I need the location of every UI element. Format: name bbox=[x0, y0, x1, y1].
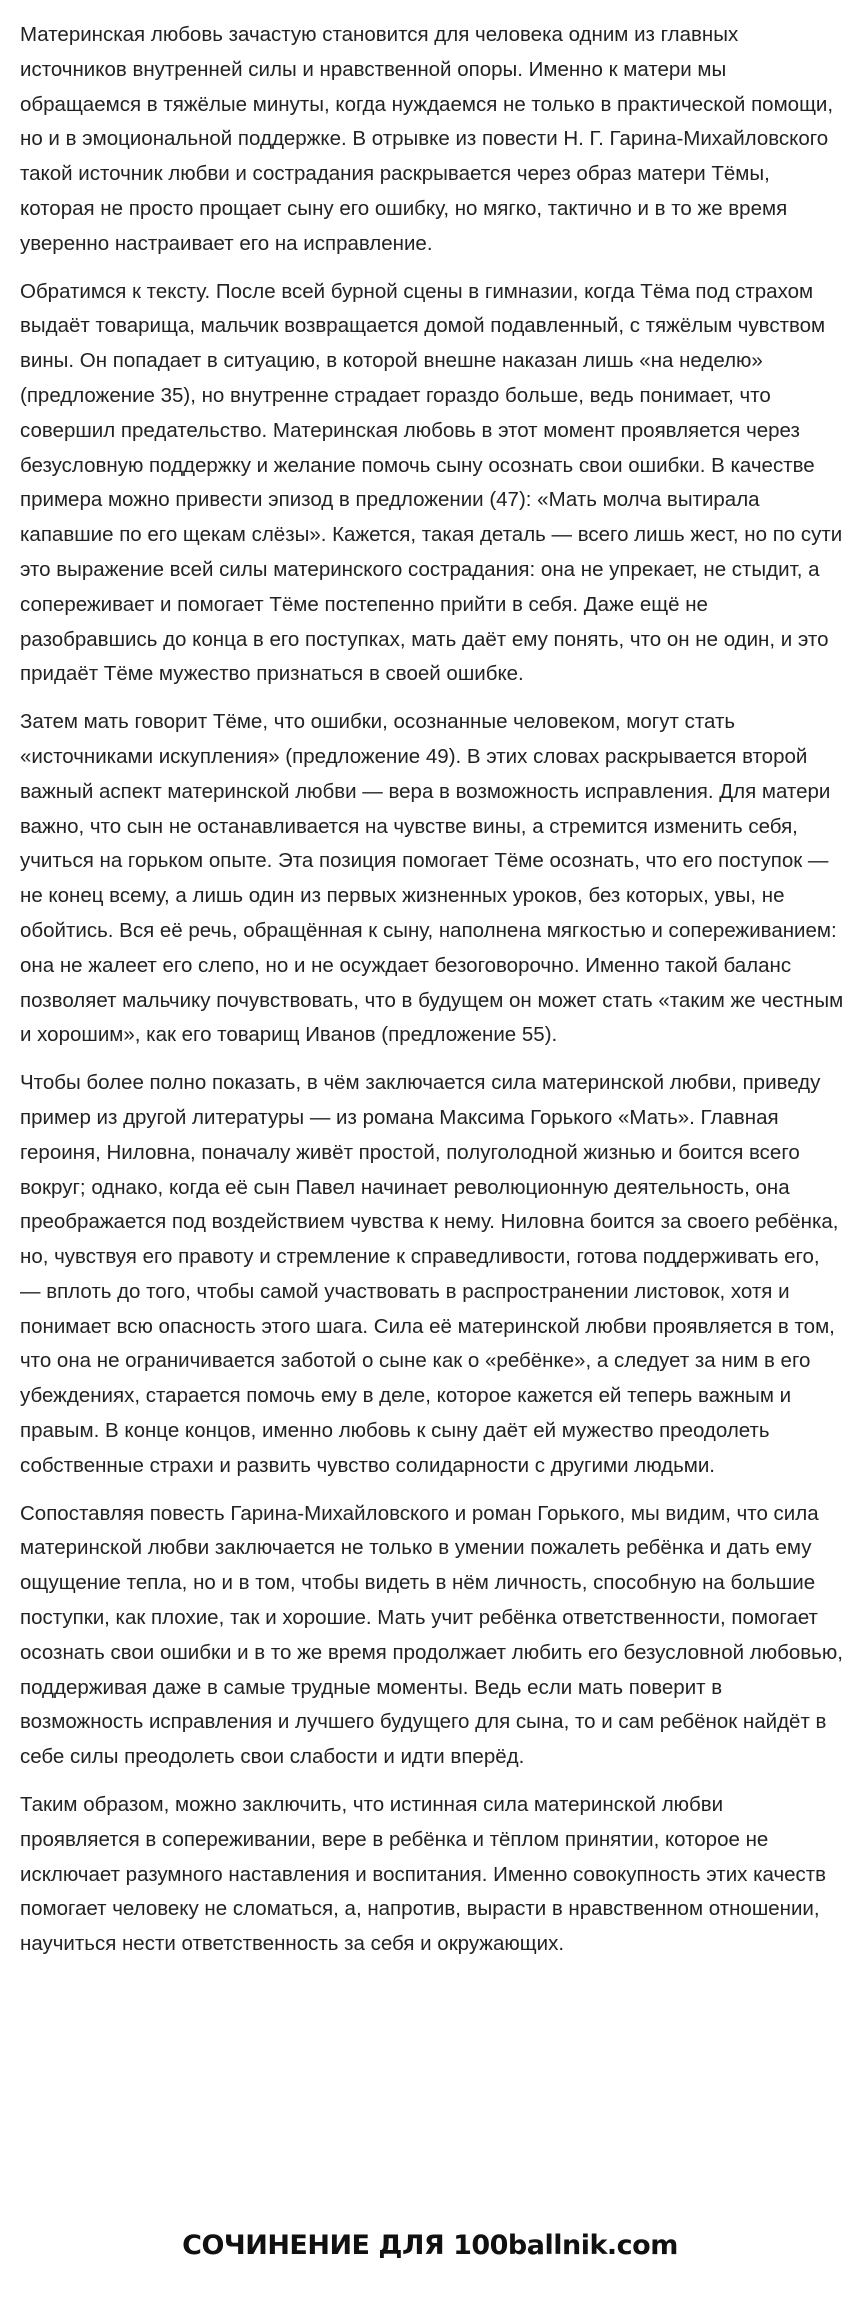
paragraph-6: Таким образом, можно заключить, что истинная сила материнской любви проявляется в сопереживании, вере в ребёнка и тёплом принятии, которое не исключает разумного наставления и воспитания. Именно совокупность этих качеств помогает человеку не сломаться, а, напротив, вырасти в нравственном отношении, научиться нести ответственность за себя и окружающих. bbox=[20, 1793, 827, 1956]
paragraph-4: Чтобы более полно показать, в чём заключается сила материнской любви, приведу пример из другой литературы — из романа Максима Горького «Мать». Главная героиня, Ниловна, поначалу живёт простой, полуголодной жизнью и боится всего вокруг; однако, когда её сын Павел начинает революционную деятельность, она преображается под воздействием чувства к нему. Ниловна боится за своего ребёнка, но, чувствуя его правоту и стремление к справедливости, готова поддерживать его, — вплоть до того, чтобы самой участвовать в распространении листовок, хотя и понимает всю опасность этого шага. Сила её материнской любви проявляется в том, что она не ограничивается заботой о сыне как о «ребёнке», а следует за ним в его убеждениях, старается помочь ему в деле, которое кажется ей теперь важным и правым. В конце концов, именно любовь к сыну даёт ей мужество преодолеть собственные страхи и развить чувство солидарности с другими людьми. bbox=[20, 1071, 839, 1477]
paragraph-3: Затем мать говорит Тёме, что ошибки, осознанные человеком, могут стать «источниками искупления» (предложение 49). В этих словах раскрывается второй важный аспект материнской любви — вера в возможность исправления. Для матери важно, что сын не останавливается на чувстве вины, а стремится изменить себя, учиться на горьком опыте. Эта позиция помогает Тёме осознать, что его поступок — не конец всему, а лишь один из первых жизненных уроков, без которых, увы, не обойтись. Вся её речь, обращённая к сыну, наполнена мягкостью и сопереживанием: она не жалеет его слепо, но и не осуждает безоговорочно. Именно такой баланс позволяет мальчику почувствовать, что в будущем он может стать «таким же честным и хорошим», как его товарищ Иванов (предложение 55). bbox=[20, 710, 844, 1047]
essay-body bbox=[20, 18, 845, 1975]
paragraph-5: Сопоставляя повесть Гарина-Михайловского и роман Горького, мы видим, что сила материнской любви заключается не только в умении пожалеть ребёнка и дать ему ощущение тепла, но и в том, чтобы видеть в нём личность, способную на большие поступки, как плохие, так и хорошие. Мать учит ребёнка ответственности, помогает осознать свои ошибки и в то же время продолжает любить его безусловной любовью, поддерживая даже в самые трудные моменты. Ведь если мать поверит в возможность исправления и лучшего будущего для сына, то и сам ребёнок найдёт в себе силы преодолеть свои слабости и идти вперёд. bbox=[20, 1501, 843, 1769]
paragraph-1: Материнская любовь зачастую становится для человека одним из главных источников внутренней силы и нравственной опоры. Именно к матери мы обращаемся в тяжёлые минуты, когда нуждаемся не только в практической помощи, но и в эмоциональной поддержке. В отрывке из повести Н. Г. Гарина-Михайловского такой источник любви и сострадания раскрывается через образ матери Тёмы, которая не просто прощает сыну его ошибку, но мягко, тактично и в то же время уверенно настраивает его на исправление. bbox=[20, 23, 834, 255]
footer-watermark: СОЧИНЕНИЕ ДЛЯ 100ballnik.com bbox=[182, 2230, 678, 2261]
paragraph-2: Обратимся к тексту. После всей бурной сцены в гимназии, когда Тёма под страхом выдаёт товарища, мальчик возвращается домой подавленный, с тяжёлым чувством вины. Он попадает в ситуацию, в которой внешне наказан лишь «на неделю» (предложение 35), но внутренне страдает гораздо больше, ведь понимает, что совершил предательство. Материнская любовь в этот момент проявляется через безусловную поддержку и желание помочь сыну осознать свои ошибки. В качестве примера можно привести эпизод в предложении (47): «Мать молча вытирала капавшие по его щекам слёзы». Кажется, такая деталь — всего лишь жест, но по сути это выражение всей силы материнского сострадания: она не упрекает, не стыдит, а сопереживает и помогает Тёме постепенно прийти в себя. Даже ещё не разобравшись до конца в его поступках, мать даёт ему понять, что он не один, и это придаёт Тёме мужество признаться в своей ошибке. bbox=[20, 279, 843, 686]
